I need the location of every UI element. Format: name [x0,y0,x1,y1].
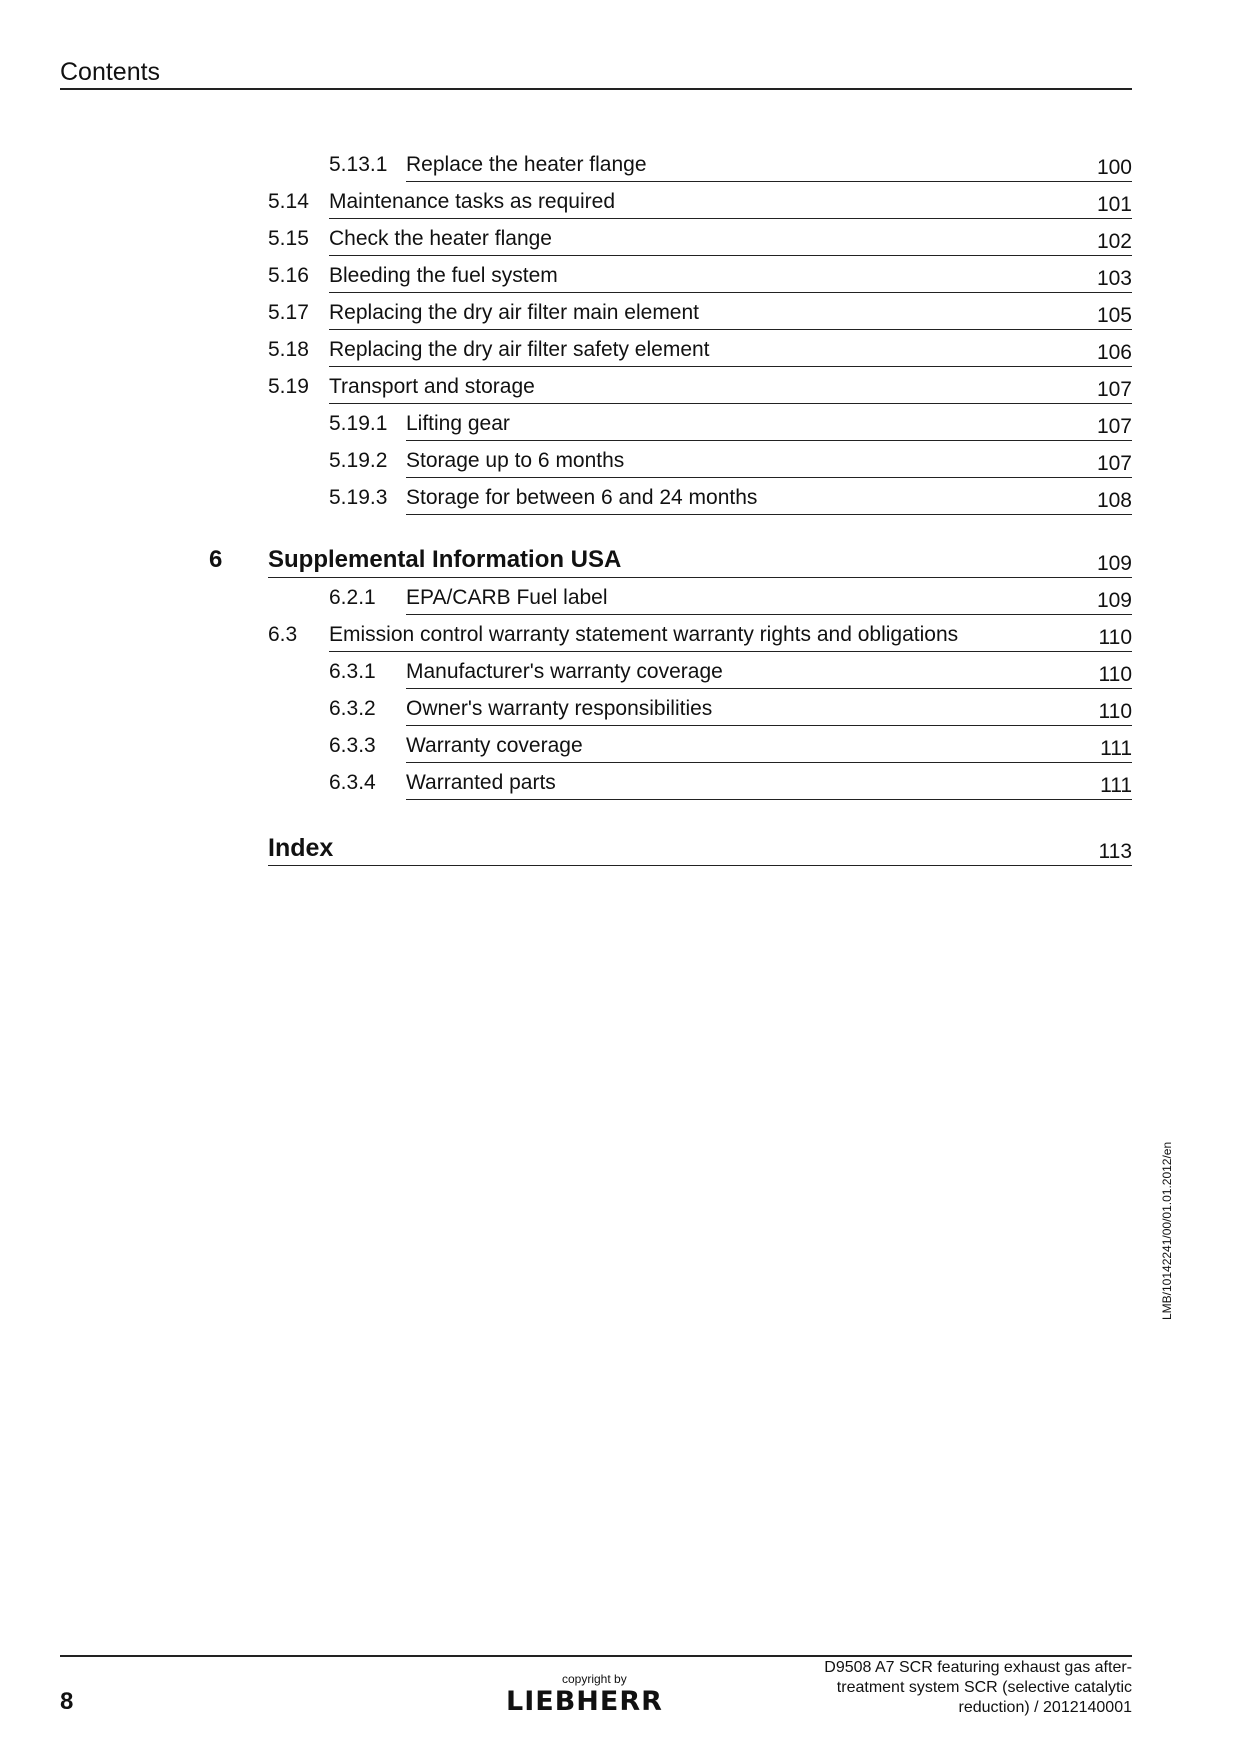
toc-entry-page: 111 [1100,737,1132,760]
toc-entry-number: 6.2.1 [329,586,376,609]
toc-entry[interactable] [0,244,1241,290]
toc-entry-page: 110 [1098,626,1132,649]
toc-entry-title: Replace the heater flange [406,153,647,176]
toc-entry-title: EPA/CARB Fuel label [406,586,608,609]
toc-entry-rule [406,799,1132,800]
toc-entry-title: Warranted parts [406,771,556,794]
toc-entry-title: Bleeding the fuel system [329,264,558,287]
toc-entry-number: 5.13.1 [329,153,388,176]
toc-entry-title: Emission control warranty statement warranty rights and obligations [329,623,959,646]
toc-entry[interactable] [0,751,1241,797]
toc-entry-number: 5.19.1 [329,412,388,435]
copyright-label: copyright by [562,1672,627,1686]
document-code: LMB/10142241/00/01.01.2012/en [1160,1141,1174,1320]
footer-rule [60,1655,1132,1657]
toc-entry-number: 6.3.3 [329,734,376,757]
toc-entry[interactable] [0,677,1241,723]
toc-entry-page: 109 [1096,552,1132,575]
toc-entry-rule [268,865,1132,866]
toc-entry-page: 110 [1098,663,1132,686]
toc-entry-number: 5.16 [268,264,309,287]
toc-entry-page: 113 [1098,840,1132,863]
header-rule [60,88,1132,90]
toc-entry-title: Replacing the dry air filter main element [329,301,700,324]
toc-entry-page: 108 [1096,489,1132,512]
document-reference-line: treatment system SCR (selective catalytic [836,1679,1132,1696]
document-reference-line: reduction) / 2012140001 [958,1699,1132,1716]
toc-entry-number: 5.14 [268,190,309,213]
toc-entry[interactable] [0,207,1241,253]
toc-entry[interactable] [0,429,1241,475]
toc-entry[interactable] [0,529,1241,575]
toc-entry-page: 110 [1098,700,1132,723]
toc-entry-page: 107 [1096,378,1132,401]
toc-entry[interactable] [0,392,1241,438]
toc-entry[interactable] [0,355,1241,401]
toc-entry-title: Manufacturer's warranty coverage [406,660,723,683]
toc-entry-number: 5.19.2 [329,449,388,472]
toc-entry[interactable] [0,714,1241,760]
page-number: 8 [60,1688,74,1715]
toc-entry[interactable] [0,170,1241,216]
toc-entry-page: 100 [1096,156,1132,179]
toc-entry-title: Storage for between 6 and 24 months [406,486,758,509]
document-reference-line: D9508 A7 SCR featuring exhaust gas after- [824,1659,1132,1676]
toc-entry-page: 111 [1100,774,1132,797]
toc-entry-title: Lifting gear [406,412,510,435]
toc-entry-title: Supplemental Information USA [268,546,622,573]
toc-entry-page: 101 [1096,193,1132,216]
toc-entry[interactable] [0,640,1241,686]
toc-entry-number: 5.19 [268,375,309,398]
toc-entry-number: 5.18 [268,338,309,361]
toc-entry[interactable] [0,133,1241,179]
toc-entry-title: Transport and storage [329,375,535,398]
toc-entry-number: 5.19.3 [329,486,388,509]
page-header-title: Contents [60,58,161,86]
toc-entry-number: 6.3.2 [329,697,376,720]
toc-entry[interactable] [0,566,1241,612]
toc-entry-number: 6.3.4 [329,771,376,794]
toc-entry-page: 106 [1096,341,1132,364]
toc-entry-title: Maintenance tasks as required [329,190,615,213]
toc-entry-page: 107 [1096,415,1132,438]
toc-entry-title: Replacing the dry air filter safety element [329,338,710,361]
toc-entry-title: Check the heater flange [329,227,552,250]
toc-entry-title: Owner's warranty responsibilities [406,697,713,720]
toc-entry-page: 103 [1096,267,1132,290]
toc-entry-page: 109 [1096,589,1132,612]
toc-entry[interactable] [0,318,1241,364]
toc-entry-page: 102 [1096,230,1132,253]
toc-entry-rule [406,514,1132,515]
toc-entry-page: 107 [1096,452,1132,475]
liebherr-logo: LIEBHERR [506,1686,663,1717]
toc-entry[interactable] [0,281,1241,327]
toc-entry-number: 5.17 [268,301,309,324]
toc-entry-number: 6.3.1 [329,660,376,683]
toc-entry-number: 6.3 [268,623,298,646]
document-reference [752,1658,1132,1718]
toc-entry-title: Index [268,834,334,862]
toc-entry[interactable] [0,603,1241,649]
toc-entry-number: 5.15 [268,227,309,250]
toc-entry-page: 105 [1096,304,1132,327]
toc-entry-number: 6 [209,546,223,573]
toc-entry[interactable] [0,817,1241,863]
toc-entry-title: Warranty coverage [406,734,583,757]
toc-entry-title: Storage up to 6 months [406,449,625,472]
toc-entry[interactable] [0,466,1241,512]
